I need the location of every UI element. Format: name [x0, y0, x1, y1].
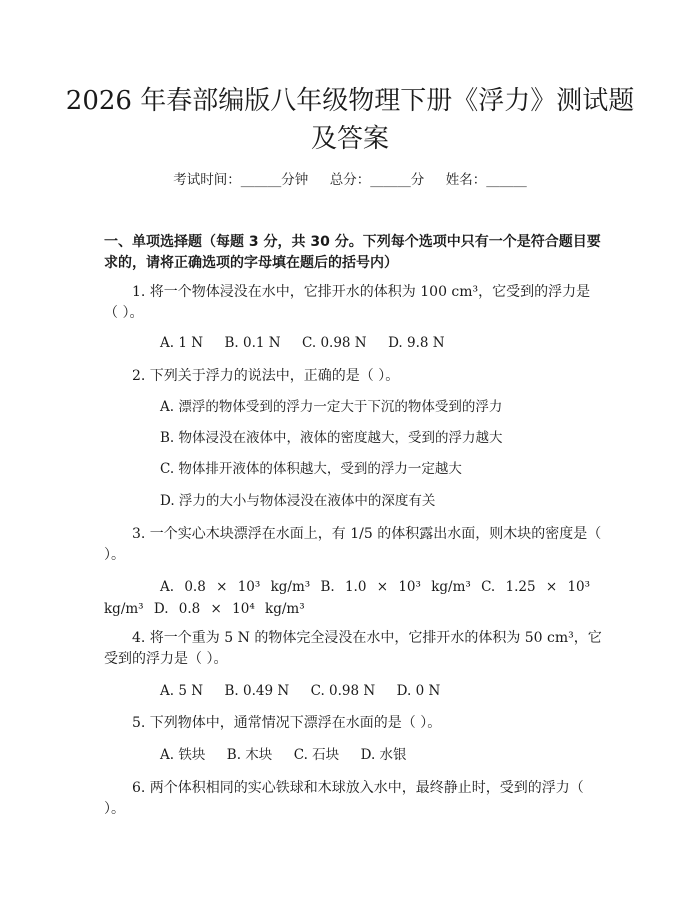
question-3-options: A. 0.8 × 10³ kg/m³ B. 1.0 × 10³ kg/m³ C. 1.25 × 10³ kg/m³ D. 0.8 × 10⁴ kg/m³: [104, 579, 591, 617]
section-heading-single-choice: 一、单项选择题（每题 3 分，共 30 分。下列每个选项中只有一个是符合题目要求的，请将正确选项的字母填在题后的括号内）: [104, 234, 601, 271]
question-5-stem: 5. 下列物体中，通常情况下漂浮在水面的是（ ）。: [132, 715, 442, 731]
question-6-stem: 6. 两个体积相同的实心铁球和木球放入水中，最终静止时，受到的浮力（ ）。: [104, 780, 584, 817]
exam-info-line: 考试时间：______分钟 总分：______分 姓名：______: [173, 172, 527, 188]
question-2-option-c: C. 物体排开液体的体积越大，受到的浮力一定越大: [160, 461, 462, 477]
question-2-option-d: D. 浮力的大小与物体浸没在液体中的深度有关: [160, 493, 436, 509]
question-4-stem: 4. 将一个重为 5 N 的物体完全浸没在水中，它排开水的体积为 50 cm³，它受到的浮力是（ ）。: [104, 630, 602, 667]
question-1-stem: 1. 将一个物体浸没在水中，它排开水的体积为 100 cm³，它受到的浮力是（ ）。: [104, 284, 591, 321]
question-4-options: A. 5 N B. 0.49 N C. 0.98 N D. 0 N: [160, 683, 441, 699]
question-3-stem: 3. 一个实心木块漂浮在水面上，有 1/5 的体积露出水面，则木块的密度是（ ）。: [104, 526, 602, 563]
question-1-options: A. 1 N B. 0.1 N C. 0.98 N D. 9.8 N: [160, 335, 445, 351]
question-5-options: A. 铁块 B. 木块 C. 石块 D. 水银: [160, 747, 407, 763]
question-2-stem: 2. 下列关于浮力的说法中，正确的是（ ）。: [132, 368, 400, 384]
question-2-option-a: A. 漂浮的物体受到的浮力一定大于下沉的物体受到的浮力: [160, 399, 503, 415]
page-title: 2026 年春部编版八年级物理下册《浮力》测试题及答案: [65, 86, 635, 154]
question-2-option-b: B. 物体浸没在液体中，液体的密度越大，受到的浮力越大: [160, 430, 503, 446]
